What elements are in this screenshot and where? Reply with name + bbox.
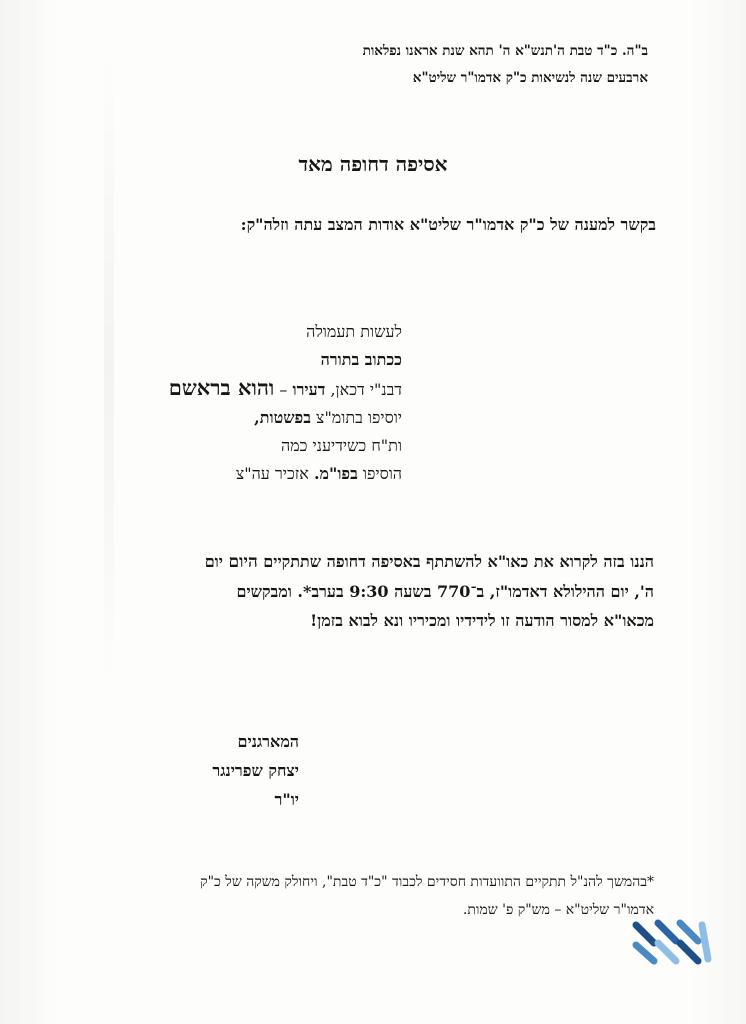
quote-line-6 <box>169 460 402 488</box>
invitation-paragraph <box>184 547 654 635</box>
publisher-logo-icon <box>630 915 714 967</box>
dateline-line-1: ב"ה. כ"ד טבת ה'תנש"א ה' תהא שנת אראנו נפלאות <box>362 43 648 59</box>
quote-line-3 <box>169 374 402 404</box>
quote-line-4 <box>169 404 402 432</box>
logo-stroke-4 <box>658 943 676 961</box>
quote-line-6-part-b: בפו"מ. <box>313 464 358 483</box>
quote-line-2: ככתוב בתורה <box>320 350 402 369</box>
quote-line-3-part-b: דעירו <box>292 380 326 399</box>
quote-line-3-part-a: דבנ"י דכאן, <box>325 380 402 399</box>
logo-stroke-1 <box>636 925 654 943</box>
invitation-text-c: יום ה', יום ההילולא דאדמו"ז, ב־770 בשעה 9:30 בערב*. ומבקשים מכאו"א למסור הודעה זו לידידיו ומכיריו ונא לבוא בזמן! <box>204 552 654 630</box>
logo-stroke-6 <box>680 943 698 961</box>
invitation-today: היום <box>228 552 258 572</box>
organizers-heading: המארגנים <box>237 732 299 751</box>
quote-line-4-part-a: יוסיפו בתומ"צ <box>310 408 402 427</box>
organizers-signature <box>212 727 299 814</box>
invitation-text-a: הננו בזה לקרוא את כאו"א להשתתף באסיפה דחופה שתתקיים <box>257 552 654 571</box>
logo-stroke-7 <box>702 925 708 959</box>
quote-line-1: לעשות תעמולה <box>306 322 402 341</box>
dateline <box>363 38 648 92</box>
rebbe-response-quote <box>169 318 402 488</box>
logo-stroke-5 <box>680 923 698 941</box>
footnote: *בהמשך להנ"ל תתקיים התוועדות חסידים לכבוד "כ"ד טבת", ויחולק משקה של כ"ק אדמו"ר שליט"א – מש"ק פ' שמות. <box>200 874 654 918</box>
organizer-name: יצחק שפרינגר <box>212 761 299 780</box>
page-title: אסיפה דחופה מאד <box>298 152 448 176</box>
quote-line-6-part-c: אזכיר עה"צ <box>235 464 314 483</box>
organizer-role: יו"ר <box>274 790 299 809</box>
quote-line-5: ות"ח כשידיעני כמה <box>280 436 402 455</box>
quote-line-6-part-a: הוסיפו <box>357 464 402 483</box>
quote-line-3-dash: – <box>274 380 293 399</box>
logo-stroke-2 <box>636 945 654 961</box>
dateline-line-2: ארבעים שנה לנשיאות כ"ק אדמו"ר שליט"א <box>412 70 648 86</box>
scan-fold-shadow <box>104 50 114 690</box>
intro-paragraph: בקשר למענה של כ"ק אדמו"ר שליט"א אודות המצב עתה וזלה"ק: <box>240 215 656 234</box>
quote-line-3-emphasis: והוא בראשם <box>168 375 275 400</box>
logo-stroke-3 <box>658 923 676 941</box>
quote-line-4-part-b: בפשטות, <box>254 408 311 427</box>
